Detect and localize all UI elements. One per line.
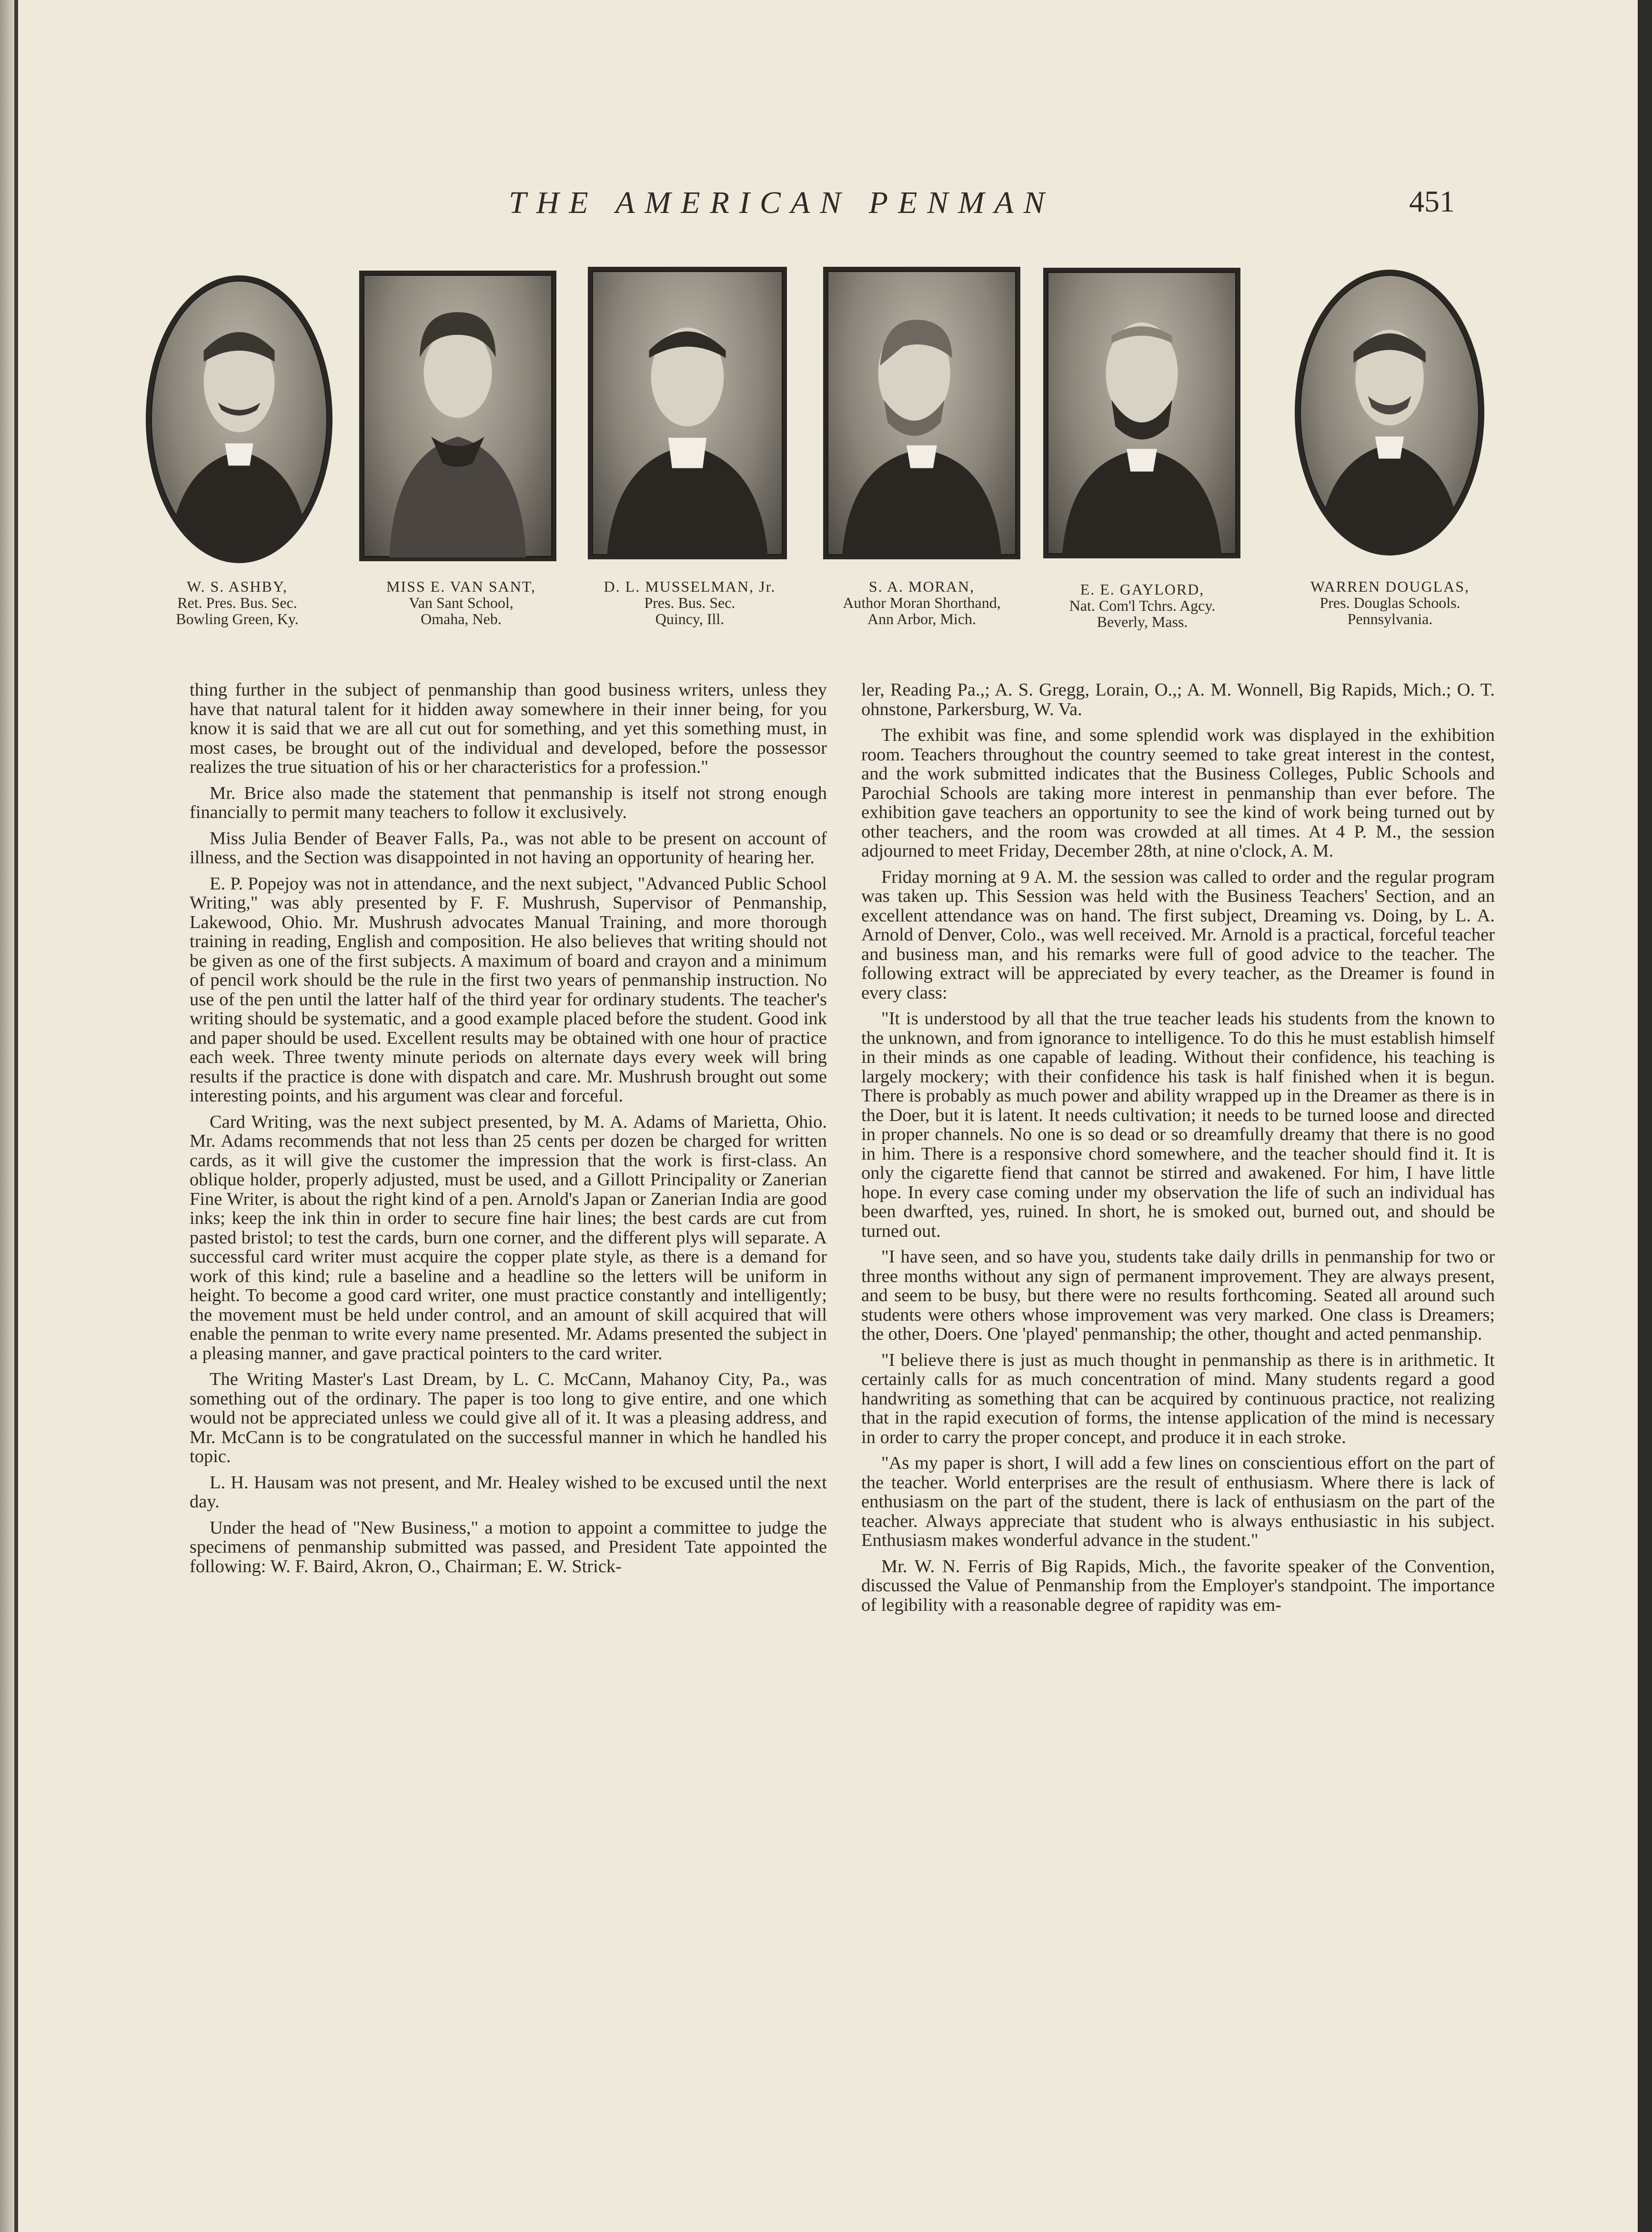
caption-moran bbox=[810, 578, 1034, 627]
man-silhouette-icon bbox=[827, 271, 1017, 555]
woman-silhouette-icon bbox=[363, 274, 553, 557]
portrait-ashby bbox=[146, 275, 332, 563]
man-silhouette-icon bbox=[1047, 272, 1237, 555]
man-silhouette-icon bbox=[1299, 274, 1480, 551]
paragraph: Under the head of "New Business," a motion to appoint a committee to judge the specimens of penmanship submitted was passed, and President Tate appointed the following: W. F. Baird, Akron, O., Chairman; E. W. Strick- bbox=[190, 1517, 827, 1576]
paragraph: thing further in the subject of penmanship than good business writers, unless they have that natural talent for it hidden away somewhere in their inner being, for you know it is said that we are all cut out for something, and yet this something must, in most cases, be brought out of the individual and developed, before the possessor realizes the true situation of his or her characteristics for a profession." bbox=[190, 680, 827, 777]
paragraph: The Writing Master's Last Dream, by L. C. McCann, Mahanoy City, Pa., was something out of the ordinary. The paper is too long to give entire, and one which would not be appreciated unless we could give all of it. It was a pleasing address, and Mr. McCann is to be congratulated on the successful manner in which he handled his topic. bbox=[190, 1369, 827, 1466]
running-title: THE AMERICAN PENMAN bbox=[509, 185, 1055, 220]
page-number: 451 bbox=[1409, 184, 1455, 218]
caption-title: Ret. Pres. Bus. Sec. bbox=[177, 594, 297, 611]
caption-location: Omaha, Neb. bbox=[421, 610, 502, 627]
caption-name: S. A. MORAN, bbox=[868, 578, 975, 595]
caption-van-sant bbox=[361, 578, 561, 627]
paragraph: E. P. Popejoy was not in attendance, and the next subject, "Advanced Public School Writing," was ably presented by F. F. Mushrush, Supervisor of Penmanship, Lakewood, Ohio. Mr. Mushrush advocates Manual Training, and more thorough training in reading, English and composition. He also believes that writing should not be given as one of the first subjects. A maximum of board and crayon and a minimum of pencil work should be the rule in the first two years of penmanship instruction. No use of the pen until the latter half of the third year for ordinary students. The teacher's writing should be systematic, and a good example placed before the student. Good ink and paper should be used. Excellent results may be obtained with one hour of practice each week. Three twenty minute periods on alternate days every week will bring results if the practice is done with dispatch and care. Mr. Mushrush brought out some interesting points, and his argument was clear and forceful. bbox=[190, 873, 827, 1106]
caption-location: Beverly, Mass. bbox=[1097, 613, 1188, 630]
paragraph: The exhibit was fine, and some splendid work was displayed in the exhibition room. Teachers throughout the country seemed to take great interest in the contest, and the work submitted indicates that the Business Colleges, Public Schools and Parochial Schools are taking more interest in penmanship than ever before. The exhibition gave teachers an opportunity to see the kind of work being turned out by other teachers, and the room was crowded at all times. At 4 P. M., the session adjourned to meet Friday, December 28th, at nine o'clock, A. M. bbox=[861, 725, 1495, 861]
caption-name: WARREN DOUGLAS, bbox=[1310, 578, 1470, 595]
caption-name: E. E. GAYLORD, bbox=[1080, 581, 1205, 598]
man-silhouette-icon bbox=[592, 271, 783, 555]
portrait-moran bbox=[823, 267, 1020, 559]
book-spine-shadow bbox=[0, 0, 14, 2232]
portrait-musselman bbox=[588, 267, 787, 559]
caption-ashby bbox=[137, 578, 337, 627]
caption-title: Pres. Bus. Sec. bbox=[644, 594, 735, 611]
caption-title: Van Sant School, bbox=[409, 594, 514, 611]
caption-name: MISS E. VAN SANT, bbox=[386, 578, 536, 595]
caption-location: Ann Arbor, Mich. bbox=[867, 610, 977, 627]
left-column bbox=[190, 680, 827, 1576]
right-column bbox=[861, 680, 1495, 1615]
caption-title: Author Moran Shorthand, bbox=[843, 594, 1001, 611]
paragraph: Mr. W. N. Ferris of Big Rapids, Mich., the favorite speaker of the Convention, discussed the Value of Penmanship from the Employer's standpoint. The importance of legibility with a reasonable degree of rapidity was em- bbox=[861, 1556, 1495, 1615]
caption-douglas bbox=[1276, 578, 1504, 627]
caption-title: Pres. Douglas Schools. bbox=[1320, 594, 1461, 611]
caption-location: Pennsylvania. bbox=[1347, 610, 1433, 627]
portrait-douglas bbox=[1295, 270, 1484, 555]
page-edge-shadow bbox=[1638, 0, 1652, 2232]
caption-gaylord bbox=[1033, 581, 1252, 630]
caption-title: Nat. Com'l Tchrs. Agcy. bbox=[1069, 597, 1216, 614]
paragraph: Mr. Brice also made the statement that penmanship is itself not strong enough financially to permit many teachers to follow it exclusively. bbox=[190, 783, 827, 822]
paragraph: Friday morning at 9 A. M. the session was called to order and the regular program was taken up. This Session was held with the Business Teachers' Section, and an excellent attendance was on hand. The first subject, Dreaming vs. Doing, by L. A. Arnold of Denver, Colo., was well received. Mr. Arnold is a practical, forceful teacher and business man, and his remarks were full of good advice to the teacher. The following extract will be appreciated by every teacher, as the Dreamer is found in every class: bbox=[861, 867, 1495, 1003]
page bbox=[18, 0, 1652, 2232]
caption-name: D. L. MUSSELMAN, Jr. bbox=[604, 578, 776, 595]
portrait-van-sant bbox=[359, 271, 556, 561]
paragraph: "I believe there is just as much thought in penmanship as there is in arithmetic. It certainly calls for as much concentration of mind. Many students regard a good handwriting as something that can be acquired by continuous practice, not realizing that in the rapid execution of forms, the intense application of the mind is necessary in order to carry the proper concept, and produce it in each stroke. bbox=[861, 1350, 1495, 1447]
caption-name: W. S. ASHBY, bbox=[187, 578, 288, 595]
paragraph: Miss Julia Bender of Beaver Falls, Pa., was not able to be present on account of illness, and the Section was disappointed in not having an opportunity of hearing her. bbox=[190, 828, 827, 868]
portrait-gaylord bbox=[1043, 268, 1240, 558]
paragraph: ler, Reading Pa.,; A. S. Gregg, Lorain, O.,; A. M. Wonnell, Big Rapids, Mich.; O. T. ohnstone, Parkersburg, W. Va. bbox=[861, 680, 1495, 719]
caption-musselman bbox=[580, 578, 799, 627]
paragraph: "It is understood by all that the true teacher leads his students from the known to the unknown, and from ignorance to intelligence. To do this he must establish himself in their minds as one capable of leading. Without their confidence, his teaching is largely mockery; with their confidence his task is half finished when it is begun. There is probably as much power and ability wrapped up in the Dreamer as there is in the Doer, but it is latent. It needs cultivation; it needs to be turned loose and directed in proper channels. No one is so dead or so dreamfully dreamy that there is no good in him. There is a responsive chord somewhere, and the teacher should find it. It is only the cigarette fiend that cannot be stirred and awakened. For him, I have little hope. In every case coming under my observation the life of such an individual has been dwarfted, yes, ruined. In short, he is smoked out, burned out, and should be turned out. bbox=[861, 1009, 1495, 1241]
paragraph: "I have seen, and so have you, students take daily drills in penmanship for two or three months without any sign of permanent improvement. They are always present, and seem to be busy, but there were no results forthcoming. Seated all around such students were others whose improvement was very marked. One class is Dreamers; the other, Doers. One 'played' penmanship; the other, thought and acted penmanship. bbox=[861, 1247, 1495, 1344]
caption-location: Bowling Green, Ky. bbox=[176, 610, 299, 627]
caption-location: Quincy, Ill. bbox=[655, 610, 725, 627]
paragraph: L. H. Hausam was not present, and Mr. Healey wished to be excused until the next day. bbox=[190, 1472, 827, 1512]
paragraph: Card Writing, was the next subject presented, by M. A. Adams of Marietta, Ohio. Mr. Adams recommends that not less than 25 cents per dozen be charged for written cards, as it will give the customer the impression that the work is first-class. An oblique holder, properly adjusted, must be used, and a Gillott Principality or Zanerian Fine Writer, is about the right kind of a pen. Arnold's Japan or Zanerian India are good inks; keep the ink thin in order to secure fine hair lines; the best cards are cut from pasted bristol; to test the cards, burn one corner, and the different plys will separate. A successful card writer must acquire the copper plate style, as there is a demand for work of this kind; rule a baseline and a headline so the letters will be uniform in height. To become a good card writer, one must practice constantly and intelligently; the movement must be held under control, and an amount of skill acquired that will enable the penman to write every name presented. Mr. Adams presented the subject in a pleasing manner, and gave practical pointers to the card writer. bbox=[190, 1111, 827, 1363]
man-silhouette-icon bbox=[151, 280, 328, 558]
paragraph: "As my paper is short, I will add a few lines on conscientious effort on the part of the teacher. World enterprises are the result of enthusiasm. Where there is lack of enthusiasm on the part of the student, there is lack of enthusiasm on the part of the teacher. Always appreciate that student who is always enthusiastic in his subject. Enthusiasm makes wonderful advance in the student." bbox=[861, 1453, 1495, 1550]
